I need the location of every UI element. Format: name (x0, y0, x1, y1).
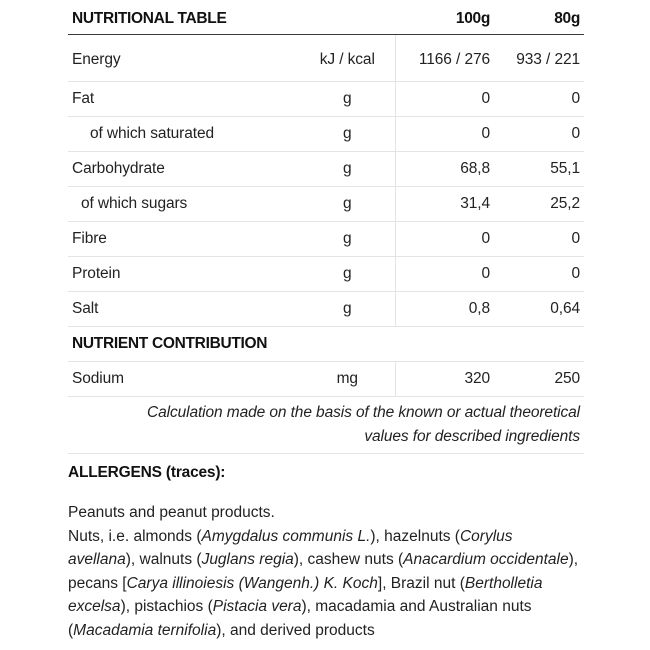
row-label: Fat (68, 82, 300, 117)
nuts-text: ), cashew nuts ( (293, 551, 404, 569)
row-value-100g: 68,8 (395, 152, 494, 187)
nuts-text: ), hazelnuts ( (370, 527, 460, 545)
row-label: of which saturated (68, 117, 300, 152)
row-label: Salt (68, 292, 300, 327)
species-name: Corylus avellana (68, 527, 513, 569)
allergens-text (68, 501, 584, 643)
allergens-peanuts: Peanuts and peanut products. (68, 504, 275, 521)
calculation-note-row (68, 397, 584, 454)
row-value-80g: 25,2 (494, 187, 584, 222)
calculation-note (68, 397, 584, 454)
note-line-2: values for described ingredients (364, 428, 581, 445)
species-name: Bertholletia excelsa (68, 574, 543, 616)
row-value-80g: 0 (494, 82, 584, 117)
row-value-100g: 0 (395, 82, 494, 117)
row-label: Fibre (68, 222, 300, 257)
species-name: Macadamia ternifolia (73, 621, 217, 639)
row-unit: kJ / kcal (300, 35, 395, 82)
table-row-energy (68, 35, 584, 82)
row-unit: g (300, 82, 395, 117)
species-name: Amygdalus communis L. (201, 527, 371, 545)
table-row-fat (68, 82, 584, 117)
column-header-100g: 100g (395, 3, 494, 35)
row-value-80g: 55,1 (494, 152, 584, 187)
allergens-heading: ALLERGENS (traces): (68, 464, 226, 481)
note-line-1: Calculation made on the basis of the known or actual theoretical (146, 404, 581, 421)
row-unit: mg (300, 362, 395, 397)
species-name: Anacardium occidentale (403, 551, 569, 569)
table-row-salt (68, 292, 584, 327)
row-value-100g: 0,8 (395, 292, 494, 327)
species-name: Juglans regia (201, 551, 294, 569)
row-unit: g (300, 117, 395, 152)
species-name: Carya illinoiesis (Wangenh.) K. Koch (126, 574, 378, 592)
table-row-protein (68, 257, 584, 292)
table-header-row (68, 3, 584, 35)
row-label: Sodium (68, 362, 300, 397)
nuts-text: ), macadamia and Australian nuts ( (68, 598, 532, 639)
row-label: Energy (68, 35, 300, 82)
allergens-nuts (68, 525, 584, 643)
row-value-100g: 31,4 (395, 187, 494, 222)
row-value-100g: 0 (395, 222, 494, 257)
row-value-80g: 0,64 (494, 292, 584, 327)
nuts-text: ], Brazil nut ( (377, 574, 465, 592)
row-unit: g (300, 292, 395, 327)
table-row-sugars (68, 187, 584, 222)
table-row-fibre (68, 222, 584, 257)
species-name: Pistacia vera (212, 598, 302, 616)
row-label: Carbohydrate (68, 152, 300, 187)
table-title: NUTRITIONAL TABLE (68, 3, 395, 35)
nuts-text: Nuts, i.e. almonds ( (68, 527, 202, 545)
row-value-80g: 0 (494, 117, 584, 152)
nutrition-table (68, 3, 584, 454)
row-value-100g: 1166 / 276 (395, 35, 494, 82)
row-value-100g: 320 (395, 362, 494, 397)
nuts-text: ), walnuts ( (125, 551, 202, 569)
row-value-80g: 0 (494, 257, 584, 292)
table-row-saturated (68, 117, 584, 152)
row-unit: g (300, 222, 395, 257)
table-row-sodium (68, 362, 584, 397)
section-row-nutrient-contribution (68, 327, 584, 362)
row-label: Protein (68, 257, 300, 292)
nuts-text: ), pistachios ( (120, 598, 213, 616)
row-unit: g (300, 257, 395, 292)
nuts-text: ), pecans [ (68, 551, 579, 592)
row-value-100g: 0 (395, 257, 494, 292)
row-unit: g (300, 152, 395, 187)
row-value-80g: 0 (494, 222, 584, 257)
table-row-carbohydrate (68, 152, 584, 187)
row-value-80g: 933 / 221 (494, 35, 584, 82)
nuts-text: ), and derived products (216, 621, 375, 639)
section-title: NUTRIENT CONTRIBUTION (68, 327, 584, 362)
row-label: of which sugars (68, 187, 300, 222)
row-value-80g: 250 (494, 362, 584, 397)
row-value-100g: 0 (395, 117, 494, 152)
row-unit: g (300, 187, 395, 222)
column-header-80g: 80g (494, 3, 584, 35)
